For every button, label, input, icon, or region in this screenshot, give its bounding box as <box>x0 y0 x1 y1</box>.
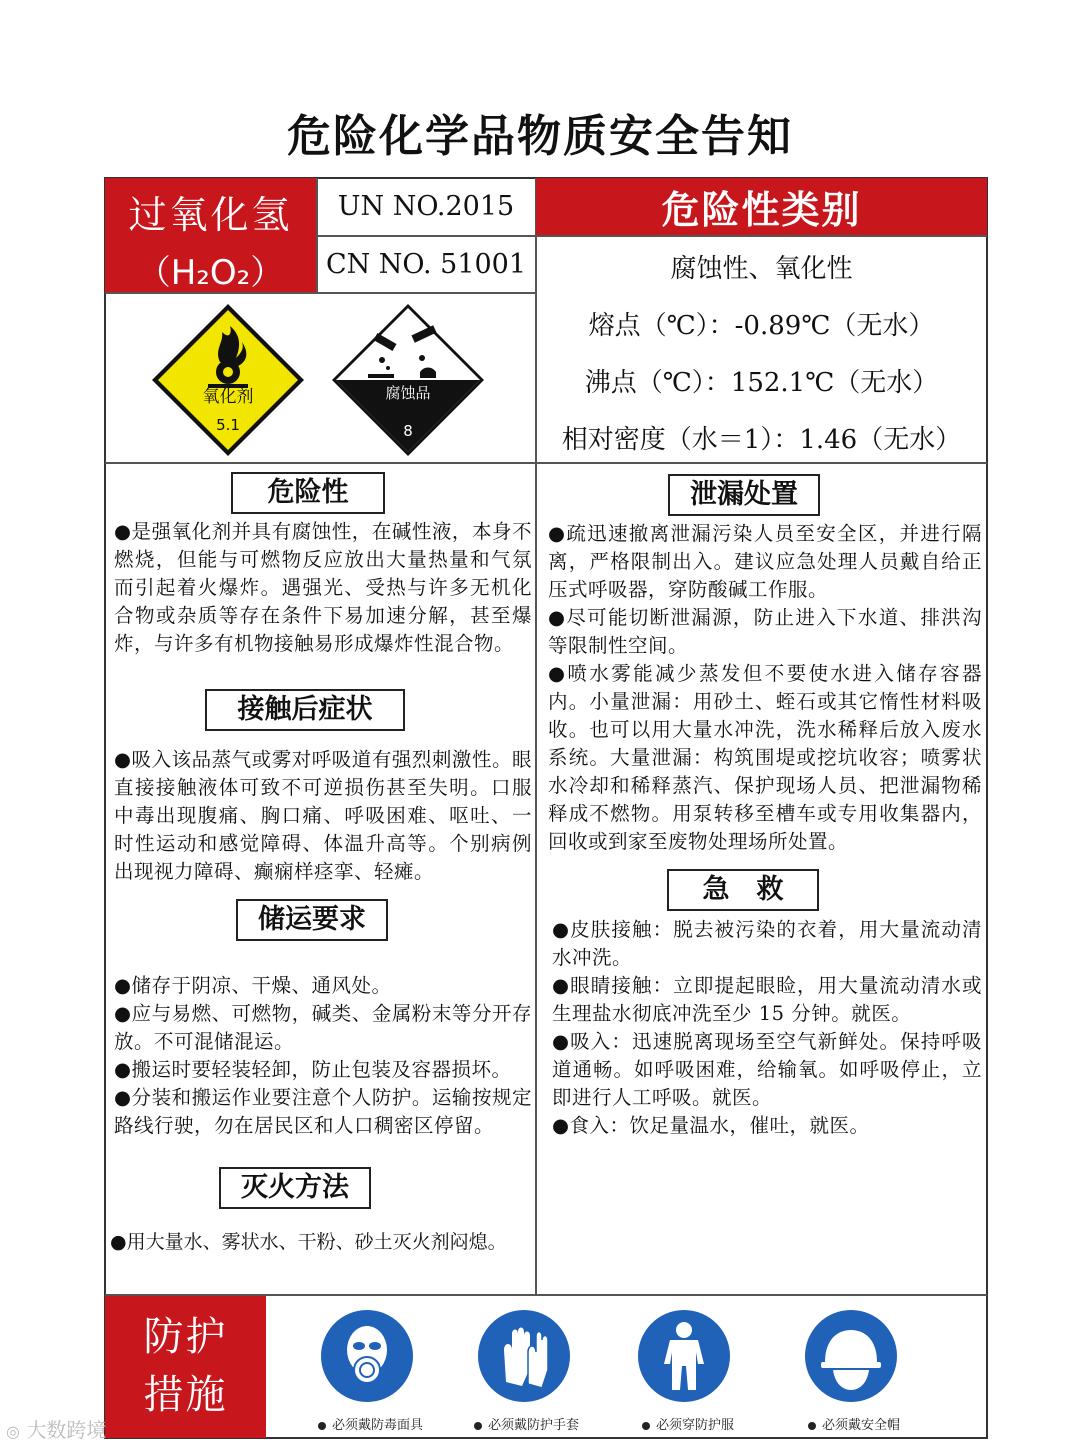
list-item: ●眼睛接触：立即提起眼睑，用大量流动清水或生理盐水彻底冲洗至少 15 分钟。就医。 <box>552 974 982 1025</box>
corrosive-class: 8 <box>403 422 413 440</box>
protection-heading-line: 措施 <box>143 1372 228 1418</box>
oxidizer-label: 氧化剂 <box>202 387 254 407</box>
ppe-label: 必须戴防护手套 <box>474 1414 579 1433</box>
page-title: 危险化学品物质安全告知 <box>287 111 793 162</box>
list-item: ●应与易燃、可燃物，碱类、金属粉末等分开存放。不可混储混运。 <box>114 1002 532 1053</box>
protection-heading <box>105 1296 266 1438</box>
protection-heading-line: 防护 <box>143 1314 228 1360</box>
list-item: ●喷水雾能减少蒸发但不要使水进入储存容器内。小量泄漏：用砂土、蛭石或其它惰性材料吸收。也可以用大量水冲洗，洗水稀释后放入废水系统。大量泄漏：构筑围堤或挖坑收容；喷雾状水冷却和稀释蒸汽、保护现场人员、把泄漏物稀释成不燃物。用泵转移至槽车或专用收集器内，回收或到家至废物处理场所处置。 <box>548 662 982 853</box>
divider <box>536 235 987 237</box>
fire-heading: 灭火方法 <box>219 1167 371 1209</box>
leak-list <box>548 520 982 856</box>
first-aid-heading: 急 救 <box>667 869 819 911</box>
list-item: ●皮肤接触：脱去被污染的衣着，用大量流动清水冲洗。 <box>552 918 982 969</box>
safety-helmet-icon <box>805 1310 897 1402</box>
first-aid-list <box>552 916 982 1140</box>
corrosive-label: 腐蚀品 <box>385 384 431 402</box>
ppe-sign <box>478 1310 570 1402</box>
ppe-sign <box>321 1310 413 1402</box>
un-number: UN NO.2015 <box>337 191 515 222</box>
melting-point: 熔点（℃）：-0.89℃（无水） <box>588 311 935 341</box>
relative-density: 相对密度（水＝1）：1.46（无水） <box>561 425 962 455</box>
list-item: ●储存于阴凉、干燥、通风处。 <box>114 974 392 997</box>
danger-text: ●是强氧化剂并具有腐蚀性，在碱性液，本身不燃烧，但能与可燃物反应放出大量热量和气氛而引起着火爆炸。遇强光、受热与许多无机化合物或杂质等存在条件下易加速分解，甚至爆炸，与许多有机物接触易形成爆炸性混合物。 <box>114 520 532 655</box>
boiling-point: 沸点（℃）：152.1℃（无水） <box>584 368 939 398</box>
gas-mask-icon <box>321 1310 413 1402</box>
hazard-category-heading: 危险性类别 <box>536 178 987 235</box>
storage-list <box>114 972 532 1140</box>
chemical-formula: （H₂O₂） <box>136 253 285 293</box>
divider <box>535 178 537 1295</box>
chemical-name: 过氧化氢 <box>128 193 293 237</box>
storage-heading: 储运要求 <box>236 899 388 941</box>
chemical-name-box <box>105 178 316 292</box>
ppe-label: 必须戴安全帽 <box>808 1414 900 1433</box>
cn-number: CN NO. 51001 <box>325 248 527 280</box>
oxidizer-pictogram <box>150 302 306 458</box>
list-item: ●分装和搬运作业要注意个人防护。运输按规定路线行驶，勿在居民区和人口稠密区停留。 <box>114 1086 532 1137</box>
hazard-type: 腐蚀性、氧化性 <box>670 254 853 284</box>
ppe-label: 必须戴防毒面具 <box>318 1414 423 1433</box>
ppe-sign <box>638 1310 730 1402</box>
ppe-label: 必须穿防护服 <box>642 1414 734 1433</box>
list-item: ●疏迅速撤离泄漏污染人员至安全区，并进行隔离，严格限制出入。建议应急处理人员戴自给正压式呼吸器，穿防酸碱工作服。 <box>548 522 982 601</box>
watermark-logo-icon: ◎ <box>6 1422 20 1441</box>
flame-over-circle-icon <box>150 302 306 458</box>
danger-heading: 危险性 <box>231 472 385 514</box>
ppe-sign <box>805 1310 897 1402</box>
list-item: ●搬运时要轻装轻卸，防止包装及容器损坏。 <box>114 1058 512 1081</box>
watermark: ◎ 大数跨境 <box>6 1418 107 1442</box>
corrosive-pictogram <box>330 302 486 458</box>
oxidizer-class: 5.1 <box>216 416 240 434</box>
symptoms-text: ●吸入该品蒸气或雾对呼吸道有强烈刺激性。眼直接接触液体可致不可逆损伤甚至失明。口服中毒出现腹痛、胸口痛、呼吸困难、呕吐、一时性运动和感觉障碍、体温升高等。个别病例出现视力障碍、癫痫样痉挛、轻瘫。 <box>114 748 532 883</box>
list-item: ●吸入：迅速脱离现场至空气新鲜处。保持呼吸道通畅。如呼吸困难，给输氧。如呼吸停止，立即进行人工呼吸。就医。 <box>552 1030 982 1109</box>
gloves-icon <box>478 1310 570 1402</box>
leak-heading: 泄漏处置 <box>668 474 820 516</box>
divider <box>105 462 987 464</box>
protective-suit-icon <box>638 1310 730 1402</box>
list-item: ●尽可能切断泄漏源，防止进入下水道、排洪沟等限制性空间。 <box>548 606 982 657</box>
fire-text: ●用大量水、雾状水、干粉、砂土灭火剂闷熄。 <box>110 1231 507 1253</box>
list-item: ●食入：饮足量温水，催吐，就医。 <box>552 1114 870 1137</box>
symptoms-heading: 接触后症状 <box>205 689 405 731</box>
